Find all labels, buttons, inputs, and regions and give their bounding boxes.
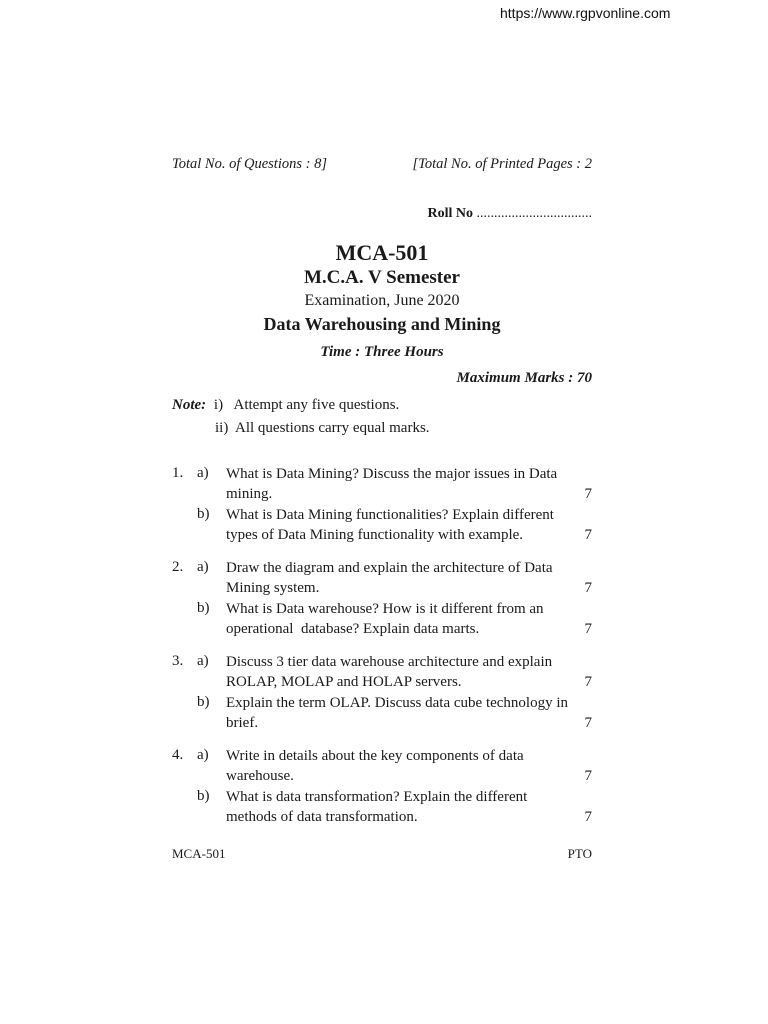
question-text: Draw the diagram and explain the architecture of Data bbox=[226, 560, 553, 576]
question-1 bbox=[172, 465, 592, 545]
note-item: ii) All questions carry equal marks. bbox=[215, 420, 430, 436]
maximum-marks: Maximum Marks : 70 bbox=[456, 370, 592, 386]
question-text: Discuss 3 tier data warehouse architecture and explain bbox=[226, 654, 553, 670]
question-2 bbox=[172, 559, 592, 639]
footer-pto: PTO bbox=[567, 846, 592, 861]
question-text: ROLAP, MOLAP and HOLAP servers. bbox=[226, 673, 462, 690]
part-label: b) bbox=[197, 694, 210, 710]
note-item: i) Attempt any five questions. bbox=[213, 397, 400, 413]
question-number: 4. bbox=[172, 747, 184, 763]
time-allowed: Time : Three Hours bbox=[320, 344, 444, 360]
part-label: a) bbox=[197, 559, 209, 575]
paper-header bbox=[172, 156, 592, 173]
roll-dots: ................................. bbox=[473, 206, 592, 221]
footer-course-code: MCA-501 bbox=[172, 846, 226, 861]
marks: 7 bbox=[584, 714, 592, 731]
question-text: What is Data Mining? Discuss the major issues in Data bbox=[226, 466, 558, 482]
question-3 bbox=[172, 653, 592, 733]
question-text: mining. bbox=[226, 485, 273, 502]
marks: 7 bbox=[584, 767, 592, 784]
part-label: b) bbox=[197, 788, 210, 804]
question-number: 3. bbox=[172, 653, 184, 669]
question-list bbox=[172, 465, 592, 841]
page-footer bbox=[172, 846, 592, 862]
question-text: operational database? Explain data marts. bbox=[226, 620, 480, 637]
part-label: b) bbox=[197, 506, 210, 522]
question-text: brief. bbox=[226, 714, 259, 731]
marks: 7 bbox=[584, 673, 592, 690]
semester-title: M.C.A. V Semester bbox=[303, 267, 460, 288]
roll-label: Roll No bbox=[427, 206, 473, 221]
question-text: methods of data transformation. bbox=[226, 808, 418, 825]
question-text: What is Data warehouse? How is it different from an bbox=[226, 601, 544, 617]
total-pages: [Total No. of Printed Pages : 2 bbox=[412, 156, 592, 172]
part-label: a) bbox=[197, 653, 209, 669]
question-text: Explain the term OLAP. Discuss data cube technology in bbox=[226, 695, 569, 711]
question-text: Write in details about the key components of data bbox=[226, 748, 524, 764]
marks: 7 bbox=[584, 808, 592, 825]
exam-session: Examination, June 2020 bbox=[304, 292, 460, 309]
question-number: 1. bbox=[172, 465, 184, 481]
subject-title: Data Warehousing and Mining bbox=[263, 314, 501, 334]
roll-number-field bbox=[428, 206, 593, 222]
part-label: a) bbox=[197, 465, 209, 481]
marks: 7 bbox=[584, 485, 592, 502]
question-text: What is data transformation? Explain the different bbox=[226, 789, 528, 805]
question-4 bbox=[172, 747, 592, 827]
question-number: 2. bbox=[172, 559, 184, 575]
marks: 7 bbox=[584, 579, 592, 596]
part-label: b) bbox=[197, 600, 210, 616]
question-text: warehouse. bbox=[226, 767, 294, 784]
course-code: MCA-501 bbox=[335, 240, 429, 265]
question-text: Mining system. bbox=[226, 579, 320, 596]
source-url: https://www.rgpvonline.com bbox=[500, 5, 671, 21]
part-label: a) bbox=[197, 747, 209, 763]
marks: 7 bbox=[584, 620, 592, 637]
note-label: Note: bbox=[172, 397, 207, 413]
question-text: types of Data Mining functionality with example. bbox=[226, 526, 524, 543]
marks: 7 bbox=[584, 526, 592, 543]
total-questions: Total No. of Questions : 8] bbox=[172, 156, 327, 172]
question-text: What is Data Mining functionalities? Explain different bbox=[226, 507, 554, 523]
instructions-note bbox=[172, 396, 592, 442]
